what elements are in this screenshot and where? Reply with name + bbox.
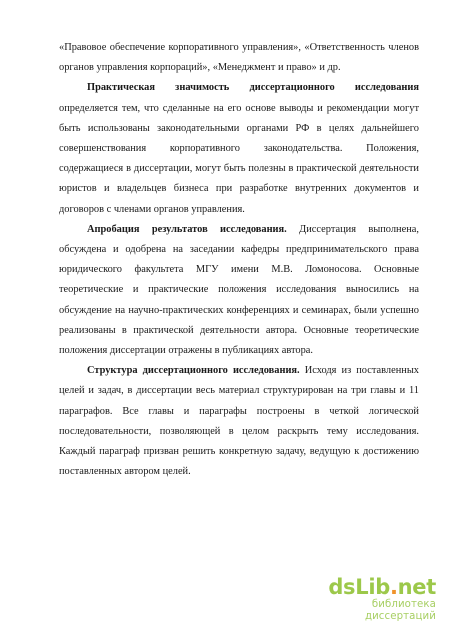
paragraph-practical-significance	[59, 78, 419, 219]
paragraph-text: «Правовое обеспечение корпоративного управления», «Ответственность членов органов управления корпораций», «Менеджмент и право» и др.	[59, 42, 419, 74]
paragraph-text: определяется тем, что сделанные на его основе выводы и рекомендации могут быть использованы законодательными органами РФ в целях дальнейшего совершенствования корпоративного законодательства. Положения, содержащиеся в диссертации, могут быть полезны в практической деятельности юристов и владельцев бизнеса при разработке внутренних документов и договоров с членами органов управления.	[59, 102, 419, 215]
logo-dot: .	[389, 575, 398, 599]
paragraph-structure	[59, 361, 419, 482]
dslib-watermark	[316, 576, 436, 623]
paragraph-heading: Апробация результатов исследования.	[87, 223, 287, 235]
paragraph-heading: Структура диссертационного исследования.	[87, 365, 300, 377]
dslib-logo	[316, 576, 436, 598]
logo-ds: ds	[328, 575, 356, 599]
paragraph-text: Исходя из поставленных целей и задач, в диссертации весь материал структурирован на три главы и 11 параграфов. Все главы и параграфы построены в четкой логической последовательности, позволяющей в целом раскрыть тему исследования. Каждый параграф призван решить конкретную задачу, ведущую к достижению поставленных автором целей.	[59, 365, 420, 478]
logo-lib: Lib	[355, 575, 390, 599]
paragraph-heading: Практическая значимость диссертационного исследования	[87, 82, 419, 94]
paragraph-approbation	[59, 220, 419, 361]
paragraph-text: Диссертация выполнена, обсуждена и одобрена на заседании кафедры предпринимательского права юридического факультета МГУ имени М.В. Ломоносова. Основные теоретические и практические положения исследования выносились на обсуждение на научно-практических конференциях и семинарах, были успешно реализованы в практической деятельности автора. Основные теоретические положения диссертации отражены в публикациях автора.	[59, 223, 419, 357]
logo-net: net	[397, 575, 436, 599]
document-page	[59, 38, 419, 482]
paragraph-journals	[59, 38, 419, 78]
watermark-subtitle: библиотека диссертаций	[364, 599, 436, 622]
